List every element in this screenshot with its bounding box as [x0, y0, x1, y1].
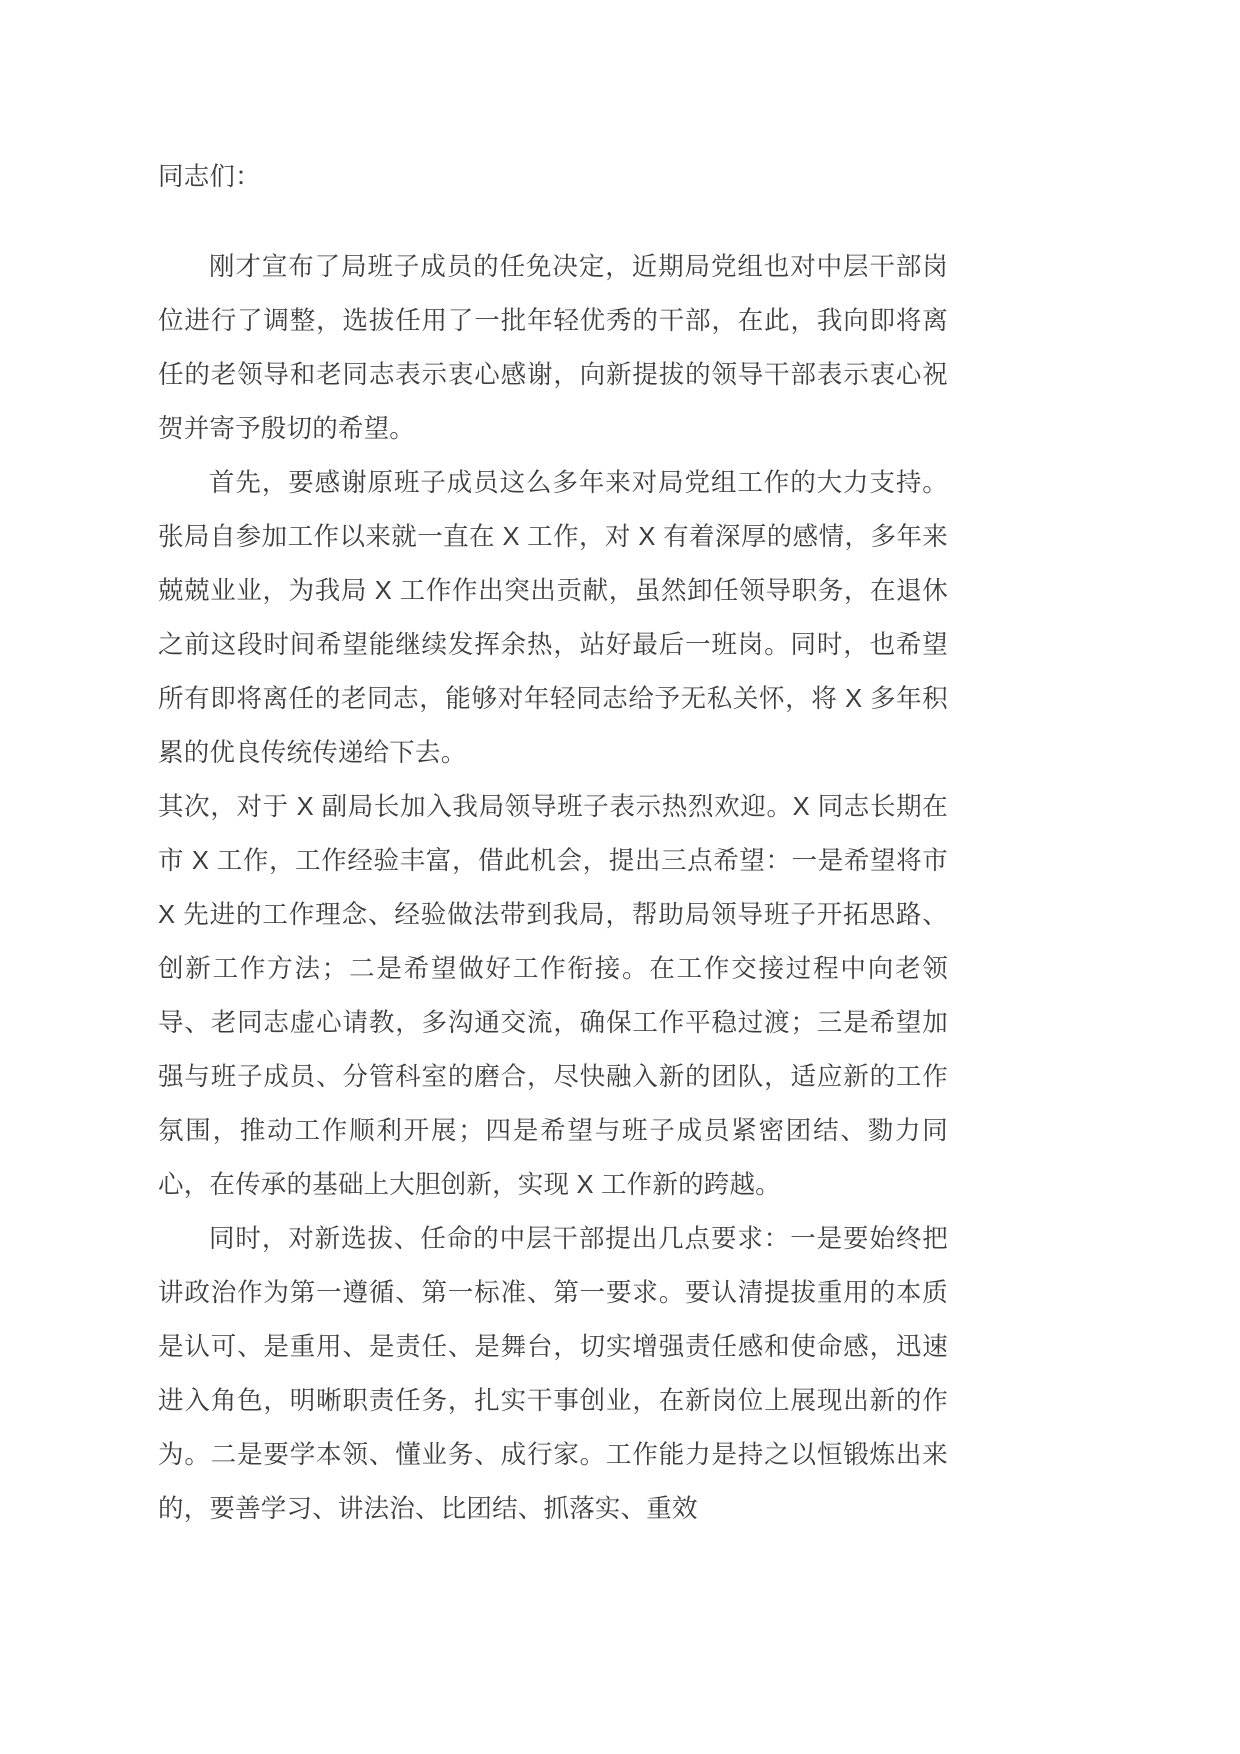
paragraph-announcement: 刚才宣布了局班子成员的任免决定，近期局党组也对中层干部岗位进行了调整，选拔任用了一批年轻优秀的干部，在此，我向即将离任的老领导和老同志表示衷心感谢，向新提拔的领导干部表示衷心祝贺并寄予殷切的希望。: [158, 253, 948, 443]
paragraph-requirements-for-new-cadres: 同时，对新选拔、任命的中层干部提出几点要求：一是要始终把讲政治作为第一遵循、第一标准、第一要求。要认清提拔重用的本质是认可、是重用、是责任、是舞台，切实增强责任感和使命感，迅速进入角色，明晰职责任务，扎实干事创业，在新岗位上展现出新的作为。二是要学本领、懂业务、成行家。工作能力是持之以恒锻炼出来的，要善学习、讲法治、比团结、抓落实、重效: [158, 1225, 948, 1523]
paragraph-thanks-to-former-members: 首先，要感谢原班子成员这么多年来对局党组工作的大力支持。张局自参加工作以来就一直在 X 工作，对 X 有着深厚的感情，多年来兢兢业业，为我局 X 工作作出突出贡献，虽然卸任领导职务，在退休之前这段时间希望能继续发挥余热，站好最后一班岗。同时，也希望所有即将离任的老同志，能够对年轻同志给予无私关怀，将 X 多年积累的优良传统传递给下去。: [158, 469, 948, 767]
document-body: [158, 150, 948, 1536]
paragraph-welcome-new-deputy: 其次，对于 X 副局长加入我局领导班子表示热烈欢迎。X 同志长期在市 X 工作，工作经验丰富，借此机会，提出三点希望：一是希望将市 X 先进的工作理念、经验做法带到我局，帮助局领导班子开拓思路、创新工作方法；二是希望做好工作衔接。在工作交接过程中向老领导、老同志虚心请教，多沟通交流，确保工作平稳过渡；三是希望加强与班子成员、分管科室的磨合，尽快融入新的团队，适应新的工作氛围，推动工作顺利开展；四是希望与班子成员紧密团结、勠力同心，在传承的基础上大胆创新，实现 X 工作新的跨越。: [158, 793, 948, 1199]
paragraph-salutation: 同志们：: [158, 163, 261, 191]
